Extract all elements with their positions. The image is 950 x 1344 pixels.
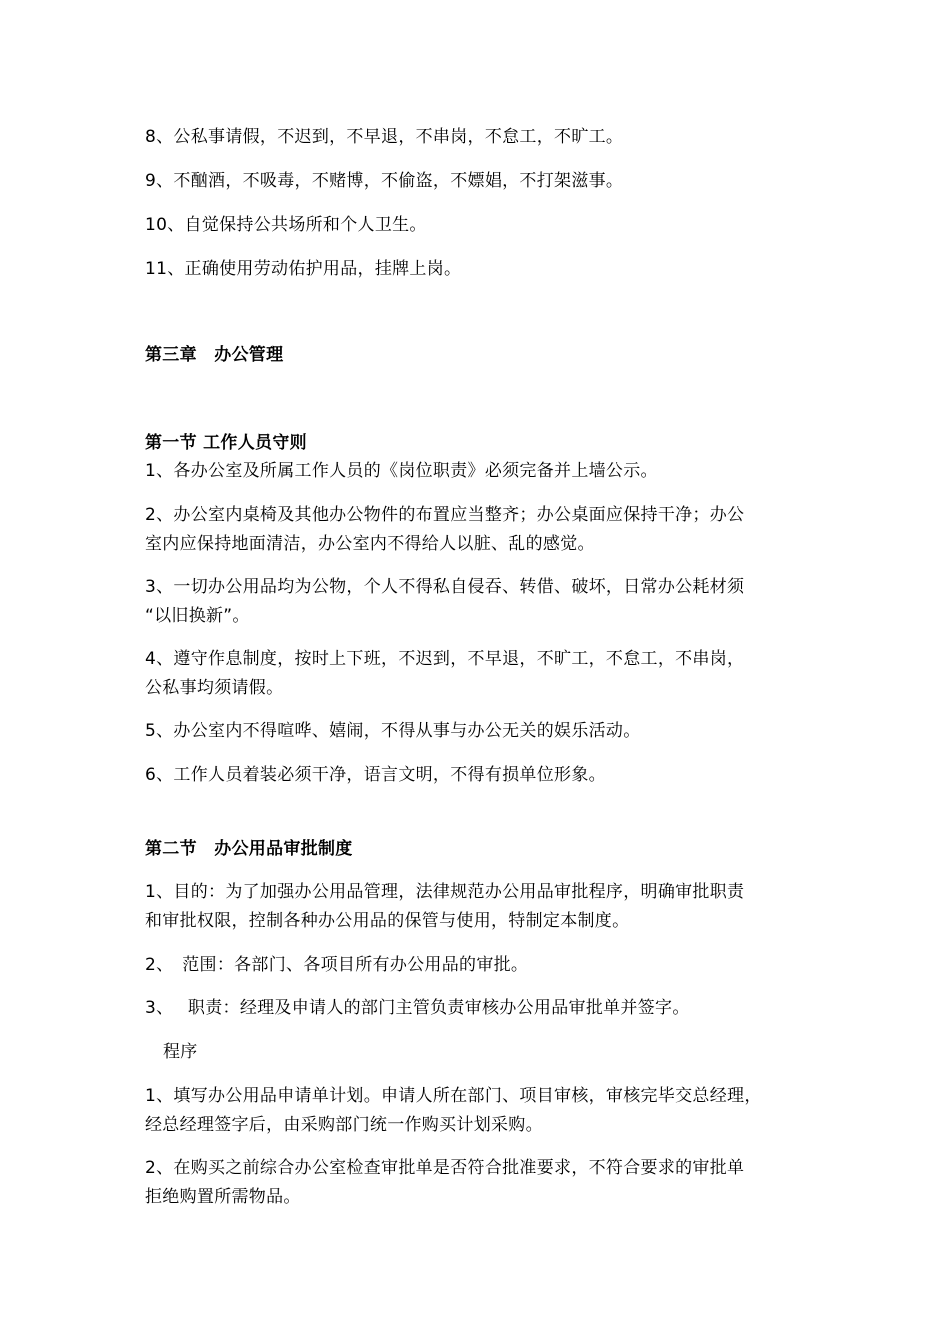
- section1-item-4-cont: 公私事均须请假。: [145, 678, 284, 698]
- section2-item-3: 3、 职责：经理及申请人的部门主管负责审核办公用品审批单并签字。: [145, 998, 690, 1018]
- chapter-heading: 第三章 办公管理: [145, 345, 284, 365]
- section1-item-2: 2、办公室内桌椅及其他办公物件的布置应当整齐；办公桌面应保持干净；办公: [145, 505, 745, 525]
- section1-item-4: 4、遵守作息制度，按时上下班，不迟到，不早退，不旷工，不怠工，不串岗，: [145, 649, 745, 669]
- section1-item-3: 3、一切办公用品均为公物，个人不得私自侵吞、转借、破坏，日常办公耗材须: [145, 577, 745, 597]
- rule-item-11: 11、正确使用劳动佑护用品，挂牌上岗。: [145, 259, 462, 279]
- procedure-item-2: 2、在购买之前综合办公室检查审批单是否符合批准要求，不符合要求的审批单: [145, 1158, 745, 1178]
- rule-item-8: 8、公私事请假，不迟到，不早退，不串岗，不怠工，不旷工。: [145, 127, 624, 147]
- section-heading-1: 第一节 工作人员守则: [145, 433, 307, 453]
- section2-item-2: 2、 范围：各部门、各项目所有办公用品的审批。: [145, 955, 529, 975]
- section1-item-6: 6、工作人员着装必须干净，语言文明，不得有损单位形象。: [145, 765, 606, 785]
- rule-item-9: 9、不酗酒，不吸毒，不赌博，不偷盗，不嫖娼，不打架滋事。: [145, 171, 624, 191]
- procedure-item-1-cont: 经总经理签字后，由采购部门统一作购买计划采购。: [145, 1115, 543, 1135]
- section1-item-1: 1、各办公室及所属工作人员的《岗位职责》必须完备并上墙公示。: [145, 461, 658, 481]
- section1-item-5: 5、办公室内不得喧哗、嬉闹，不得从事与办公无关的娱乐活动。: [145, 721, 641, 741]
- section2-item-1-cont: 和审批权限，控制各种办公用品的保管与使用，特制定本制度。: [145, 911, 630, 931]
- procedure-label: 程序: [163, 1042, 198, 1062]
- section1-item-2-cont: 室内应保持地面清洁，办公室内不得给人以脏、乱的感觉。: [145, 534, 595, 554]
- procedure-item-1: 1、填写办公用品申请单计划。申请人所在部门、项目审核，审核完毕交总经理，: [145, 1086, 762, 1106]
- section-heading-2: 第二节 办公用品审批制度: [145, 839, 353, 859]
- procedure-item-2-cont: 拒绝购置所需物品。: [145, 1187, 301, 1207]
- section2-item-1: 1、目的：为了加强办公用品管理，法律规范办公用品审批程序，明确审批职责: [145, 882, 745, 902]
- section1-item-3-cont: “以旧换新”。: [145, 606, 250, 626]
- rule-item-10: 10、自觉保持公共场所和个人卫生。: [145, 215, 427, 235]
